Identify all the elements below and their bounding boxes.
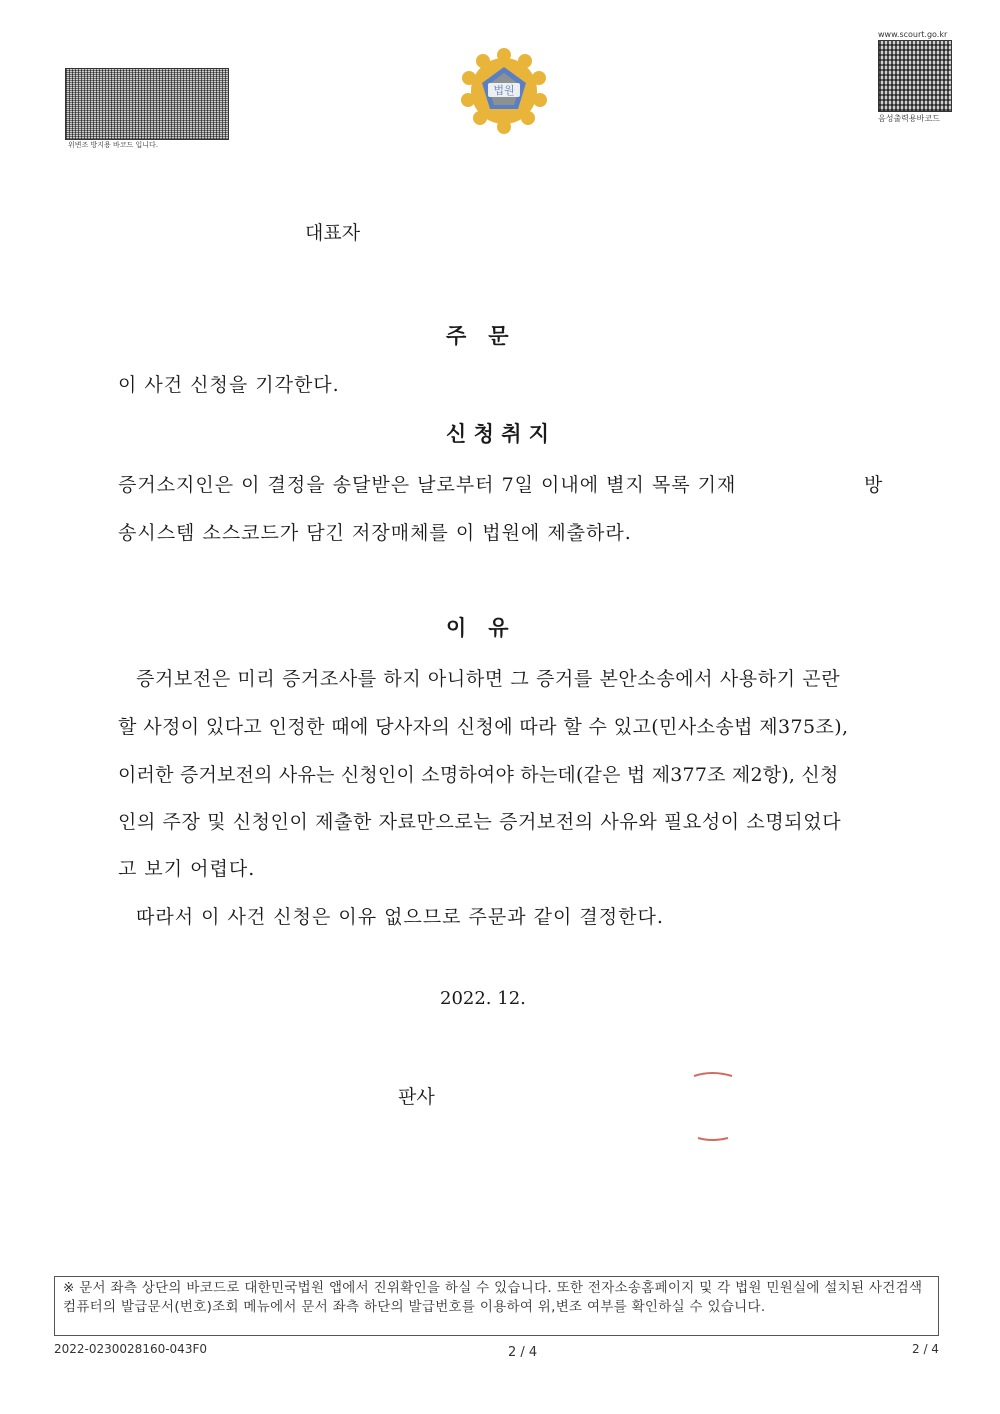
verification-barcode — [65, 68, 229, 140]
order-heading: 주 문 — [446, 324, 509, 348]
purpose-heading: 신 청 취 지 — [446, 422, 550, 446]
emblem-text: 법원 — [493, 84, 515, 97]
reason-heading: 이 유 — [446, 616, 509, 640]
judge-seal-icon — [690, 1068, 738, 1144]
reason-line-6: 따라서 이 사건 신청은 이유 없으므로 주문과 같이 결정한다. — [136, 906, 664, 928]
reason-line-3: 이러한 증거보전의 사유는 신청인이 소명하여야 하는데(같은 법 제377조 제2항), 신청 — [118, 764, 839, 786]
reason-line-4: 인의 주장 및 신청인이 제출한 자료만으로는 증거보전의 사유와 필요성이 소명되었다 — [118, 811, 842, 833]
audio-qr-code — [878, 40, 952, 112]
purpose-line-1: 증거소지인은 이 결정을 송달받은 날로부터 7일 이내에 별지 목록 기재 — [118, 474, 737, 496]
court-url: www.scourt.go.kr — [878, 30, 948, 39]
page-number-right: 2 / 4 — [912, 1342, 939, 1356]
reason-line-5: 고 보기 어렵다. — [118, 858, 256, 880]
issue-number: 2022-0230028160-043F0 — [54, 1342, 207, 1356]
verification-barcode-caption: 위변조 방지용 바코드 입니다. — [68, 141, 159, 149]
representative-label: 대표자 — [305, 222, 361, 244]
decision-date: 2022. 12. — [440, 988, 526, 1009]
reason-line-1: 증거보전은 미리 증거조사를 하지 아니하면 그 증거를 본안소송에서 사용하기 곤란 — [136, 668, 841, 690]
verification-notice: ※ 문서 좌측 상단의 바코드로 대한민국법원 앱에서 진위확인을 하실 수 있습니다. 또한 전자소송홈페이지 및 각 법원 민원실에 설치된 사건검색 컴퓨터의 발급문서(번호)조회 메뉴에서 문서 좌측 하단의 발급번호를 이용하여 위,변조 여부를 확인하실 수 있습니다. — [54, 1276, 939, 1336]
reason-line-2: 할 사정이 있다고 인정한 때에 당사자의 신청에 따라 할 수 있고(민사소송법 제375조), — [118, 716, 849, 738]
purpose-line-1-end: 방 — [864, 474, 883, 496]
order-text: 이 사건 신청을 기각한다. — [118, 374, 340, 396]
judge-label: 판사 — [398, 1086, 435, 1108]
purpose-line-2: 송시스템 소스코드가 담긴 저장매체를 이 법원에 제출하라. — [118, 522, 632, 544]
audio-qr-caption: 음성출력용바코드 — [878, 114, 940, 123]
page-number-center: 2 / 4 — [508, 1345, 538, 1360]
court-emblem-icon — [458, 45, 550, 137]
